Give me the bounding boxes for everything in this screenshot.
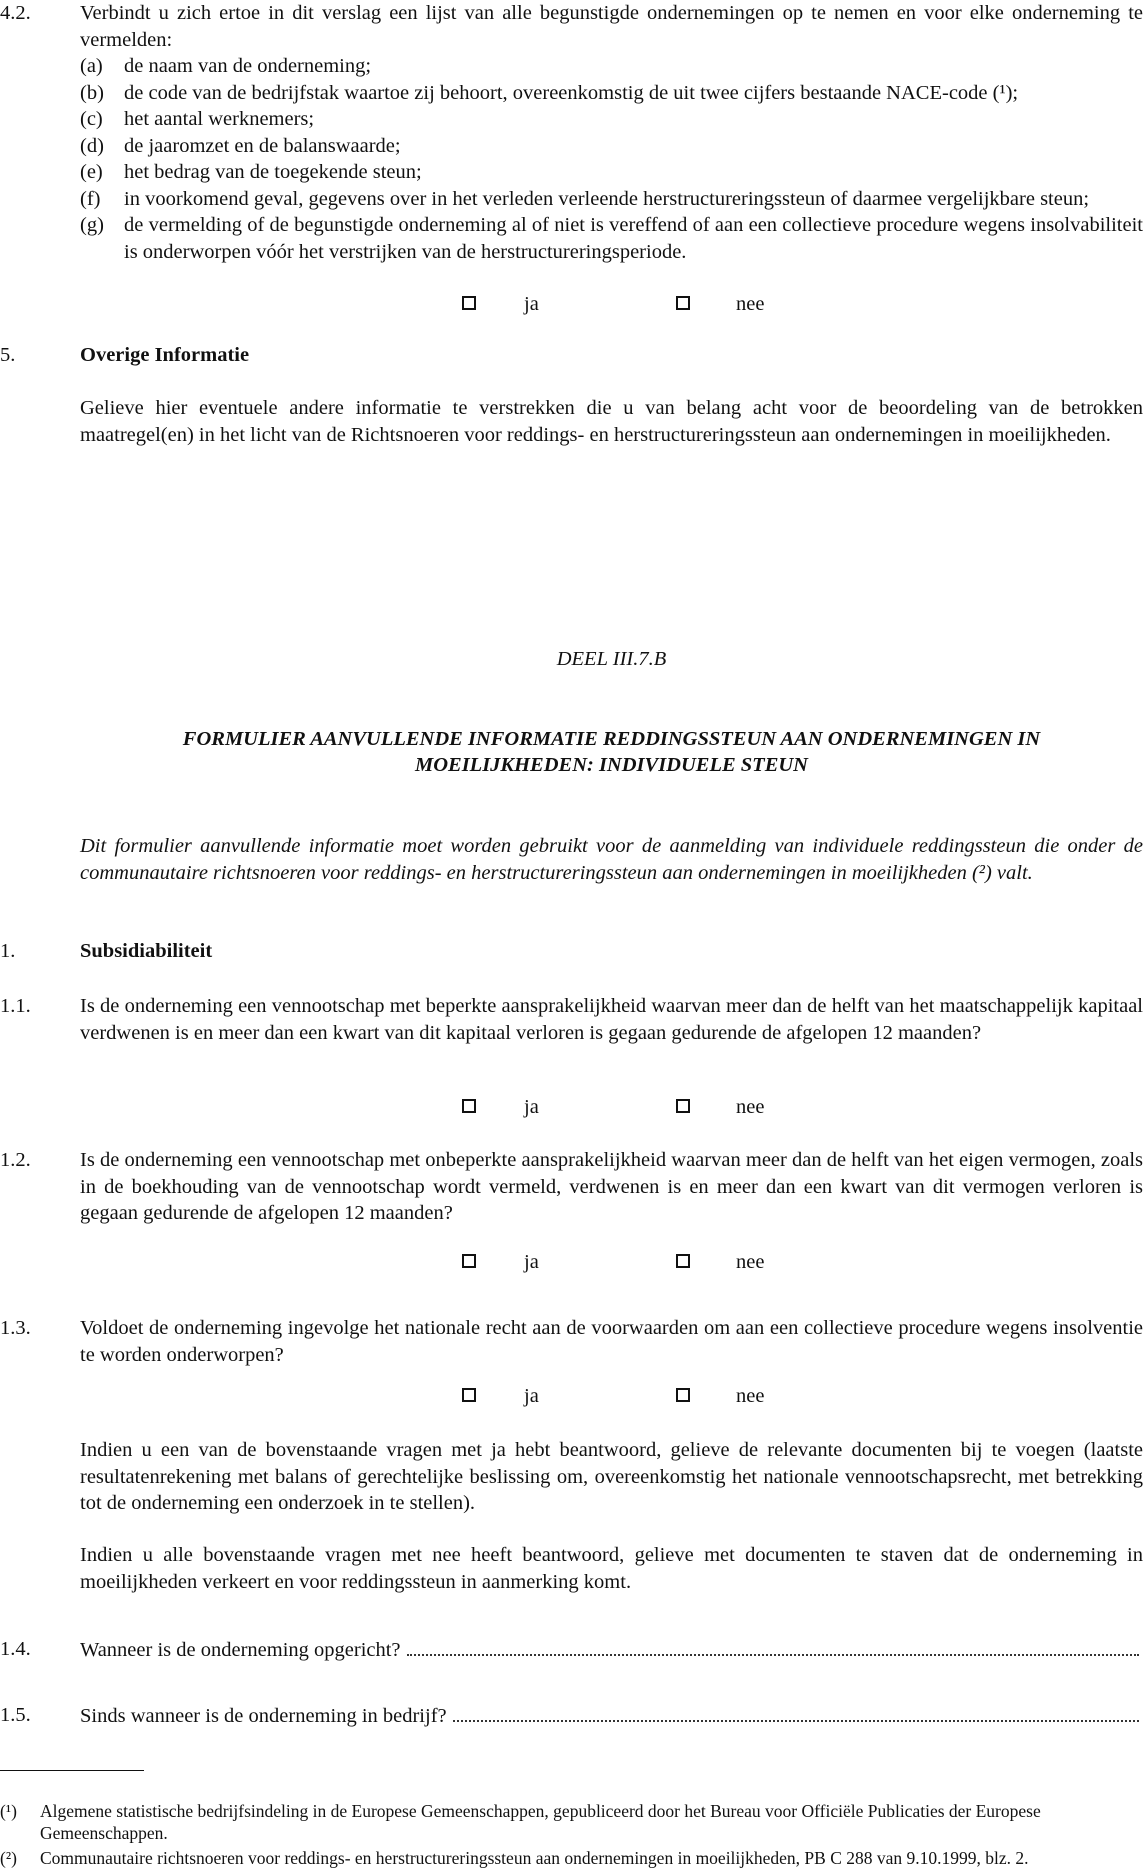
- section-title: Subsidiabiliteit: [80, 940, 213, 962]
- list-item: (e) het bedrag van de toegekende steun;: [80, 161, 422, 183]
- no-checkbox[interactable]: [676, 1388, 690, 1402]
- paragraph: Indien u alle bovenstaande vragen met nee heeft beantwoord, gelieve met documenten te staven dat de onderneming in moeilijkheden verkeert en voor reddingssteun in aanmerking komt.: [80, 1544, 1143, 1593]
- no-checkbox[interactable]: [676, 1254, 690, 1268]
- form-title-line-1: FORMULIER AANVULLENDE INFORMATIE REDDINGSSTEUN AAN ONDERNEMINGEN IN: [182, 728, 1041, 750]
- list-item: (c) het aantal werknemers;: [80, 108, 315, 130]
- question-number: 1.4.: [0, 1638, 31, 1660]
- answer-line: [80, 1636, 1139, 1664]
- answer-line: [80, 1702, 1139, 1730]
- yes-no-choice: [462, 1383, 862, 1411]
- footnote-text: Communautaire richtsnoeren voor reddings- en herstructureringssteun aan ondernemingen in moeilijkheden, PB C 288 van 9.10.1999, blz. 2.: [40, 1848, 1029, 1868]
- list-item: (b) de code van de bedrijfstak waartoe zij behoort, overeenkomstig de uit twee cijfers bestaande NACE-code (¹);: [80, 81, 1019, 104]
- question-number: 1.3.: [0, 1317, 31, 1339]
- item-list: [80, 53, 1143, 265]
- paragraph: Indien u een van de bovenstaande vragen met ja hebt beantwoord, gelieve de relevante documenten bij te voegen (laatste resultatenrekening met balans of gerechtelijke beslissing om, overeenkomstig het nationale vennootschapsrecht, met betrekking tot de onderneming een onderzoek in te stellen).: [80, 1439, 1143, 1514]
- no-label: nee: [736, 1096, 765, 1118]
- answer-field[interactable]: [407, 1636, 1139, 1656]
- section-title: Overige Informatie: [80, 344, 250, 366]
- question-number: 1.5.: [0, 1704, 31, 1726]
- yes-no-choice: [462, 1094, 862, 1122]
- no-checkbox[interactable]: [676, 296, 690, 310]
- yes-label: ja: [524, 1096, 539, 1118]
- yes-no-choice: [462, 291, 862, 319]
- question-text: Voldoet de onderneming ingevolge het nationale recht aan de voorwaarden om aan een collectieve procedure wegens insolventie te worden onderworpen?: [80, 1317, 1143, 1366]
- yes-label: ja: [524, 1385, 539, 1407]
- yes-checkbox[interactable]: [462, 1254, 476, 1268]
- question-text: Sinds wanneer is de onderneming in bedrijf?: [80, 1705, 447, 1727]
- list-item: (d) de jaaromzet en de balanswaarde;: [80, 134, 401, 157]
- footnote-text: Algemene statistische bedrijfsindeling in de Europese Gemeenschappen, gepubliceerd door het Bureau voor Officiële Publicaties der Europese Gemeenschappen.: [40, 1801, 1041, 1843]
- section-number: 4.2.: [0, 2, 31, 24]
- section-intro: Verbindt u zich ertoe in dit verslag een lijst van alle begunstigde ondernemingen op te nemen en voor elke onderneming te vermelden:: [80, 2, 1143, 51]
- yes-label: ja: [524, 1251, 539, 1273]
- question-text: Is de onderneming een vennootschap met beperkte aansprakelijkheid waarvan meer dan de helft van het maatschappelijk kapitaal verdwenen is en meer dan een kwart van dit kapitaal verloren is gegaan gedurende de afgelopen 12 maanden?: [80, 995, 1143, 1044]
- form-title-line-2: MOEILIJKHEDEN: INDIVIDUELE STEUN: [415, 754, 808, 776]
- no-label: nee: [736, 293, 765, 315]
- footnote-number: (¹): [0, 1801, 17, 1821]
- section-number: 1.: [0, 940, 16, 962]
- no-checkbox[interactable]: [676, 1099, 690, 1113]
- question-number: 1.2.: [0, 1149, 31, 1171]
- yes-checkbox[interactable]: [462, 1388, 476, 1402]
- yes-checkbox[interactable]: [462, 1099, 476, 1113]
- no-label: nee: [736, 1385, 765, 1407]
- list-item: (a) de naam van de onderneming;: [80, 55, 372, 77]
- question-text: Wanneer is de onderneming opgericht?: [80, 1639, 401, 1661]
- question-text: Is de onderneming een vennootschap met onbeperkte aansprakelijkheid waarvan meer dan de helft van het eigen vermogen, zoals in de boekhouding van de vennootschap wordt vermeld, verdwenen is en meer dan een kwart van dit vermogen verloren is gegaan gedurende de afgelopen 12 maanden?: [80, 1149, 1143, 1224]
- yes-no-choice: [462, 1249, 862, 1277]
- yes-label: ja: [524, 293, 539, 315]
- no-label: nee: [736, 1251, 765, 1273]
- section-number: 5.: [0, 344, 16, 366]
- paragraph: Gelieve hier eventuele andere informatie te verstrekken die u van belang acht voor de beoordeling van de betrokken maatregel(en) in het licht van de Richtsnoeren voor reddings- en herstructureringssteun aan ondernemingen in moeilijkheden.: [80, 397, 1143, 446]
- list-item: (f) in voorkomend geval, gegevens over in het verleden verleende herstructureringssteun of daarmee vergelijkbare steun;: [80, 187, 1090, 210]
- list-item: (g) de vermelding of de begunstigde onderneming al of niet is vereffend of aan een collectieve procedure wegens insolvabiliteit is onderworpen vóór het verstrijken van de herstructureringsperiode.: [80, 214, 1143, 263]
- paragraph: Dit formulier aanvullende informatie moet worden gebruikt voor de aanmelding van individuele reddingssteun die onder de communautaire richtsnoeren voor reddings- en herstructureringssteun aan ondernemingen in moeilijkheden (²) valt.: [80, 835, 1143, 884]
- question-number: 1.1.: [0, 995, 31, 1017]
- part-label: DEEL III.7.B: [556, 648, 667, 670]
- yes-checkbox[interactable]: [462, 296, 476, 310]
- answer-field[interactable]: [453, 1702, 1139, 1722]
- footnote-number: (²): [0, 1848, 17, 1868]
- footnote-divider: [0, 1770, 144, 1771]
